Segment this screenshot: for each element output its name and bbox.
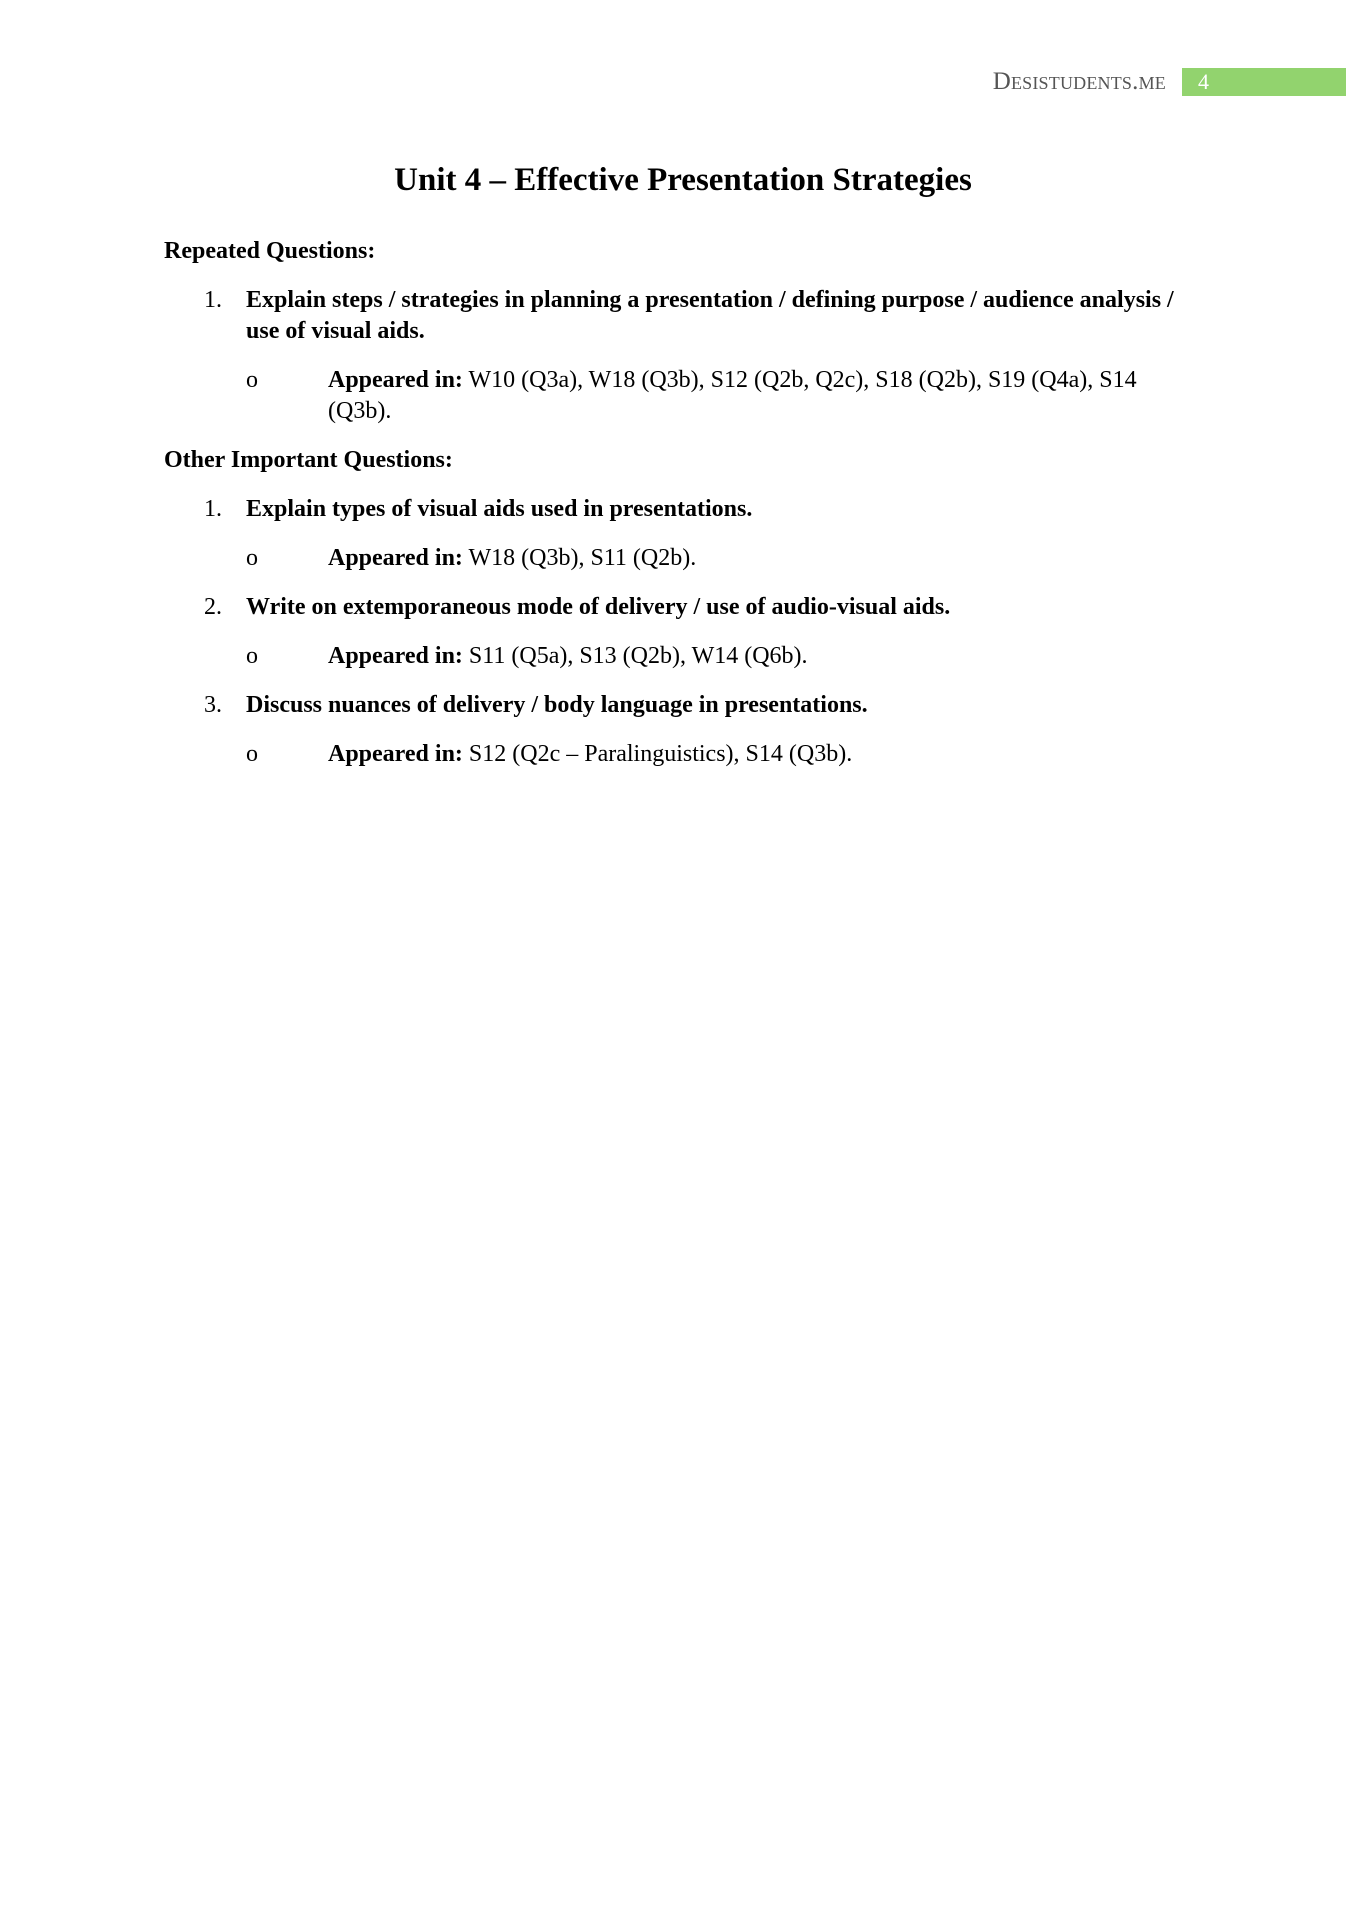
question-list-repeated bbox=[164, 285, 1174, 427]
bullet-marker: o bbox=[246, 545, 258, 571]
appeared-in-line bbox=[164, 543, 1174, 574]
question-number: 1. bbox=[204, 287, 222, 313]
section-heading-repeated: Repeated Questions: bbox=[164, 238, 376, 264]
page-number: 4 bbox=[1182, 68, 1346, 96]
appeared-value: W10 (Q3a), W18 (Q3b), S12 (Q2b, Q2c), S18 (Q2b), S19 (Q4a), S14 (Q3b). bbox=[328, 367, 1137, 424]
section-heading-other: Other Important Questions: bbox=[164, 447, 453, 473]
question-number: 3. bbox=[204, 692, 222, 718]
appeared-label: Appeared in: bbox=[328, 545, 463, 571]
question-text: Explain steps / strategies in planning a presentation / defining purpose / audience analysis / use of visual aids. bbox=[246, 287, 1174, 344]
appeared-label: Appeared in: bbox=[328, 643, 463, 669]
question-item bbox=[164, 690, 1174, 770]
question-list-other bbox=[164, 494, 1174, 770]
appeared-value: S11 (Q5a), S13 (Q2b), W14 (Q6b). bbox=[468, 643, 808, 669]
question-number: 1. bbox=[204, 496, 222, 522]
question-text: Write on extemporaneous mode of delivery / use of audio-visual aids. bbox=[246, 594, 951, 620]
appeared-value: W18 (Q3b), S11 (Q2b). bbox=[468, 545, 697, 571]
document-body bbox=[164, 236, 1174, 788]
appeared-label: Appeared in: bbox=[328, 367, 463, 393]
page-header bbox=[993, 68, 1346, 96]
appeared-in-line bbox=[164, 739, 1174, 770]
bullet-marker: o bbox=[246, 367, 258, 393]
appeared-in-line bbox=[164, 641, 1174, 672]
bullet-marker: o bbox=[246, 741, 258, 767]
question-item bbox=[164, 494, 1174, 574]
site-name: Desistudents.me bbox=[992, 68, 1166, 95]
question-item bbox=[164, 285, 1174, 427]
question-text: Explain types of visual aids used in presentations. bbox=[246, 496, 753, 522]
appeared-label: Appeared in: bbox=[328, 741, 463, 767]
bullet-marker: o bbox=[246, 643, 258, 669]
question-text: Discuss nuances of delivery / body language in presentations. bbox=[246, 692, 868, 718]
page-title: Unit 4 – Effective Presentation Strategies bbox=[394, 162, 972, 198]
question-number: 2. bbox=[204, 594, 222, 620]
question-item bbox=[164, 592, 1174, 672]
appeared-value: S12 (Q2c – Paralinguistics), S14 (Q3b). bbox=[468, 741, 853, 767]
appeared-in-line bbox=[164, 365, 1174, 427]
